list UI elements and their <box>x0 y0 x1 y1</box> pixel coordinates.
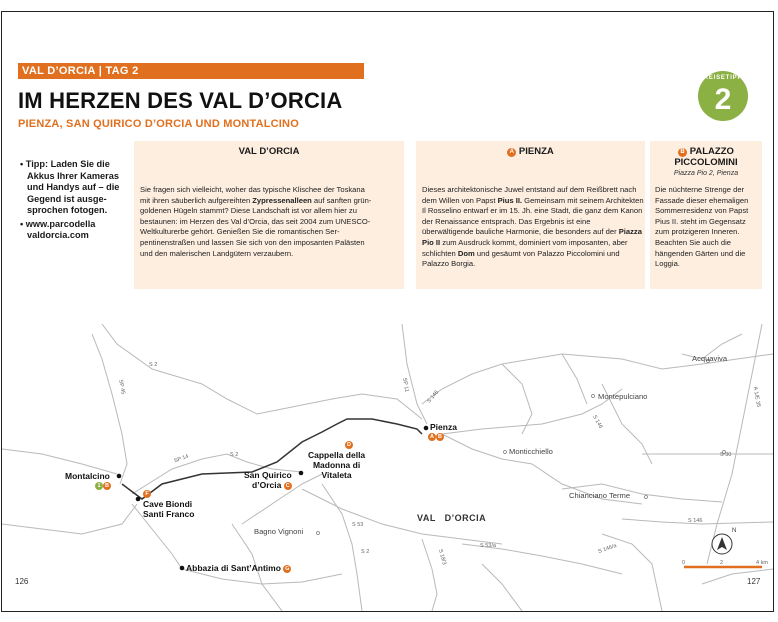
palazzo-address: Piazza Pio 2, Pienza <box>673 170 739 177</box>
map-point-abbazia <box>180 566 185 571</box>
map-label-cappella-2: Madonna di <box>312 460 361 470</box>
road-label-s2-mid: S 2 <box>230 452 239 458</box>
road-label-s146-a: S 146 <box>426 389 441 405</box>
page-number-right: 127 <box>747 577 761 586</box>
map-town-dot-monticchiello <box>504 451 507 454</box>
road-label-sp11: SP 11 <box>401 377 410 393</box>
pienza-text-2: Gemeinsam mit seinem Architekten Il Rosselino entwarf er im 15. Jh. eine Stadt, die ganz dem Kanon der Renaissance entsprach. Das Ergebnis ist eine überwältigende bauliche Harmonie, die besonders auf der <box>422 195 644 237</box>
map-marker-cappella <box>345 440 353 449</box>
map-town-dot-chianciano <box>645 496 648 499</box>
map-label-cave <box>143 499 194 519</box>
road-s18 <box>422 539 437 611</box>
map-town-dot-montepulciano <box>592 395 595 398</box>
pienza-text-4: und gesäumt von Palazzo Piccolomini und Palazzo Borgia. <box>422 248 620 269</box>
road-sp11 <box>402 324 427 424</box>
map-label-cave-1: Cave Biondi <box>143 499 193 509</box>
map-town-acquaviva: Acquaviva <box>692 354 728 363</box>
road-label-sp45: SP 45 <box>117 379 126 395</box>
palazzo-heading-1: PALAZZO <box>689 146 734 157</box>
scale-label-2: 2 <box>720 560 724 566</box>
page-subtitle: PIENZA, SAN QUIRICO D’ORCIA UND MONTALCINO <box>18 118 299 130</box>
pienza-text-3: zum Ausdruck kommt, dominiert vom imposanten, aber schlichten <box>422 237 628 258</box>
valdorcia-heading: VAL D’ORCIA <box>238 146 300 157</box>
map-label-region: VAL D’ORCIA <box>417 513 487 523</box>
map-marker-cave <box>143 489 151 498</box>
road-curve-1 <box>502 364 532 434</box>
map-label-cappella-3: Vitaleta <box>321 470 352 480</box>
pienza-text-1: Dieses architektonische Juwel entstand auf dem Reißbrett nach dem Willen von Papst <box>422 185 637 205</box>
pienza-marker: A <box>507 148 516 157</box>
map-markers-montalcino <box>95 481 111 490</box>
marker-abbazia: G <box>285 566 290 572</box>
road-curve-2 <box>562 354 587 404</box>
map-label-cappella <box>308 450 365 480</box>
road-label-a1: A 1/E 35 <box>751 386 762 408</box>
marker-pienza-2: B <box>436 433 444 441</box>
map-label-abbazia <box>186 563 291 573</box>
marker-montalcino-1: 1 <box>95 482 103 490</box>
road-label-sp14: SP 14 <box>173 453 190 465</box>
marker-cave: F <box>143 490 151 498</box>
marker-sanquirico: C <box>284 482 292 490</box>
pienza-bold-2: Piazza Pio II <box>422 227 642 247</box>
scale-label-4: 4 km <box>756 560 768 566</box>
map-roads <box>2 324 773 611</box>
palazzo-text: Die nüchterne Strenge der Fassade dieser ehemaligen Sommerresidenz von Papst Pius II. steht im Gegensatz zum protzigeren Inneren. Beachten Sie auch die hängenden Gärten und die Loggia. <box>655 185 749 269</box>
map-town-chianciano: Chianciano Terme <box>569 491 631 500</box>
pienza-bold-1: Pius II. <box>497 195 523 205</box>
road-s2-south <box>322 484 362 611</box>
palazzo-marker: B <box>678 148 687 157</box>
road-label-s53: S 53 <box>352 522 364 528</box>
reisetipp-badge <box>698 71 748 121</box>
valdorcia-text-2: auf sanften grün-goldenen Hügeln stammt? Diese Landschaft ist vor allem hier zu bestaunen: im Herzen des Val d’Orcia, das seit 2004 zum UNESCO-Weltkulturerbe gehört. Genießen Sie die romantischen Serpentinenstraßen und lassen Sie sich von den imposanten Palästen und den malerischen Landgütern verzaubern. <box>140 195 372 258</box>
road-south-west <box>2 504 137 534</box>
map-town-monticchiello: Monticchiello <box>509 447 553 456</box>
road-label-s2-bot: S 2 <box>361 549 370 555</box>
valdorcia-text <box>140 185 372 259</box>
tip-box <box>20 159 130 242</box>
compass-label: N <box>732 528 737 534</box>
road-label-s30: S 30 <box>720 452 732 458</box>
map-label-cappella-1: Cappella della <box>308 450 366 460</box>
road-label-s146-c: S 146/a <box>597 542 618 556</box>
map-label-montalcino: Montalcino <box>65 471 110 481</box>
map-town-montepulciano: Montepulciano <box>598 392 648 401</box>
pienza-text <box>422 185 644 270</box>
map-point-cave <box>136 497 141 502</box>
page-number-left: 126 <box>15 577 29 586</box>
pienza-heading <box>416 146 645 157</box>
tip-item-1: • Tipp: Laden Sie die Akkus Ihrer Kameras und Handys auf – die Gegend ist ausgesprochen fotogen. <box>20 159 120 215</box>
palazzo-heading <box>650 146 762 168</box>
page-title: IM HERZEN DES VAL D’ORCIA <box>18 88 343 113</box>
map-town-bagno: Bagno Vignoni <box>254 527 304 536</box>
pienza-bold-3: Dom <box>457 248 475 258</box>
road-label-s2-top: S 2 <box>149 362 158 368</box>
road-label-s146-b: S 146 <box>590 414 604 430</box>
road-curve-5 <box>702 569 773 584</box>
marker-pienza-1: A <box>428 433 436 441</box>
marker-cappella: D <box>345 441 353 449</box>
spread-page <box>1 11 774 612</box>
map-point-montalcino <box>117 474 122 479</box>
marker-montalcino-2: B <box>103 482 111 490</box>
map-label-sanquirico <box>244 470 292 490</box>
map-point-sanquirico <box>299 471 304 476</box>
map-label-sanquirico-1: San Quirico <box>244 470 292 480</box>
section-kicker: VAL D’ORCIA | TAG 2 <box>18 63 364 79</box>
road-curve-4 <box>482 564 522 611</box>
route-map <box>2 324 773 611</box>
road-s146-b <box>442 389 622 434</box>
road-label-s18: S 18/3 <box>436 548 447 566</box>
valdorcia-bold-1: Zypressenalleen <box>252 195 312 205</box>
pienza-heading-text: PIENZA <box>518 146 554 157</box>
map-town-dot-bagno <box>317 532 320 535</box>
map-label-pienza: Pienza <box>430 422 457 432</box>
badge-label: REISETIPP <box>703 75 743 81</box>
map-label-abbazia-text: Abbazia di Sant’Antimo <box>186 563 281 573</box>
scale-label-0: 0 <box>682 560 686 566</box>
road-sp45 <box>92 334 127 484</box>
map-label-cave-2: Santi Franco <box>143 509 195 519</box>
road-label-s53a: S 53/a <box>480 543 496 549</box>
road-label-s146-d: S 146 <box>688 518 703 524</box>
badge-number: 2 <box>714 83 732 116</box>
road-s2-north <box>102 324 422 419</box>
tip-item-2: • www.parcodella valdorcia.com <box>20 218 96 240</box>
palazzo-heading-2: PICCOLOMINI <box>674 157 738 168</box>
map-point-pienza <box>424 426 429 431</box>
valdorcia-text-1: Sie fragen sich vielleicht, woher das typische Klischee der Toskana mit ihren säuberlich aufgereihten <box>140 185 365 205</box>
map-label-sanquirico-2: d’Orcia <box>252 480 282 490</box>
map-markers-pienza <box>428 432 444 441</box>
